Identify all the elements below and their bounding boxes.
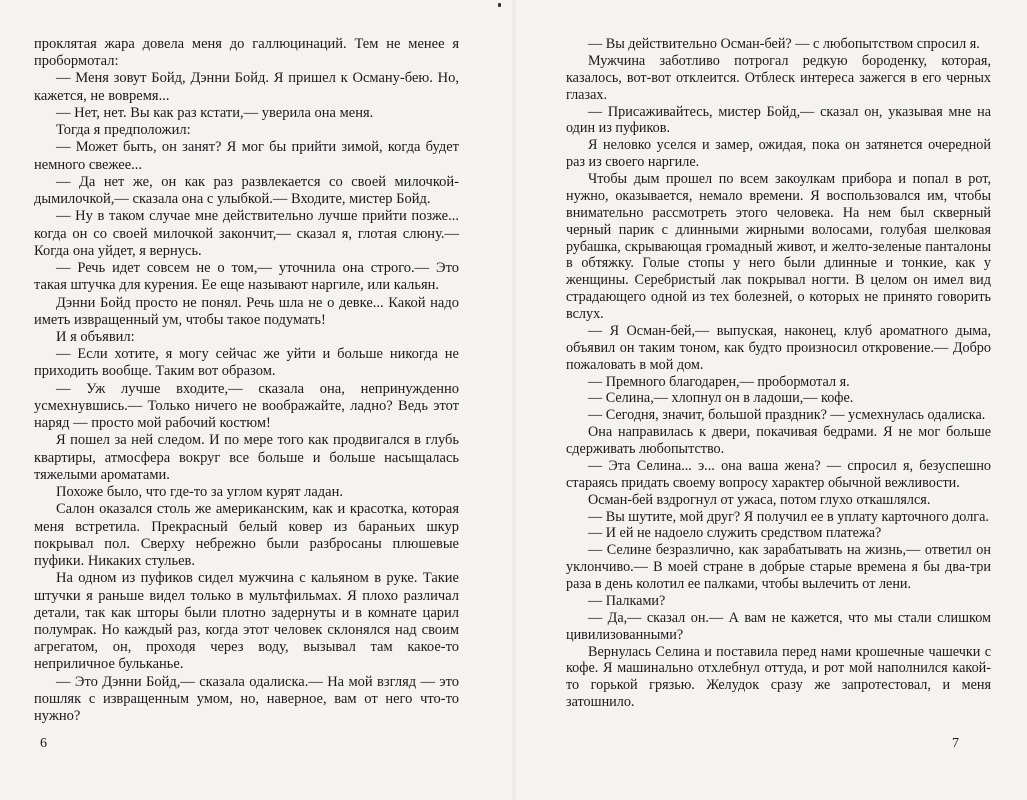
paragraph: — И ей не надоело служить средством платежа? — [588, 525, 882, 542]
paragraph: — Да,— сказал он.— А вам не кажется, что мы стали слишком цивилизованными? — [566, 609, 991, 643]
paragraph: — Нет, нет. Вы как раз кстати,— уверила она меня. — [56, 104, 374, 121]
paragraph: Тогда я предположил: — [56, 122, 191, 139]
paragraph: — Премного благодарен,— пробормотал я. — [588, 373, 850, 390]
paragraph: — Вы действительно Осман-бей? — с любопытством спросил я. — [588, 36, 980, 52]
paragraph: Чтобы дым прошел по всем закоулкам прибора и попал в рот, нужно, оказывается, немало времени. Я воспользовался им, чтобы внимательно рассмотреть этого человека. На нем был скверный черный парик с длинными жирными волосами, голубая шелковая рубашка, скрывающая громадный живот, и желто-зеленые панталоны в обтяжку. Голые стопы у него были длинные и тонкие, как у женщины. Серебристый лак покрывал ногти. В целом он имел вид страдающего одной из тех болезней, о которых не принято говорить вслух. — [566, 171, 991, 322]
paragraph: — Если хотите, я могу сейчас же уйти и больше никогда не приходить вообще. Таким вот образом. — [34, 346, 459, 380]
paragraph: — Ну в таком случае мне действительно лучше прийти позже... когда он со своей милочкой закончит,— сказал я, глотая слюну.— Когда она уйдет, я вернусь. — [34, 208, 459, 259]
paragraph: — Я Осман-бей,— выпуская, наконец, клуб ароматного дыма, объявил он таким тоном, как будто произносил откровение.— Добро пожаловать в мой дом. — [566, 322, 991, 373]
paragraph: проклятая жара довела меня до галлюцинаций. Тем не менее я пробормотал: — [34, 36, 459, 70]
paragraph: Она направилась к двери, покачивая бедрами. Я не мог больше сдерживать любопытство. — [566, 424, 991, 457]
paragraph: Мужчина заботливо потрогал редкую бороденку, которая, казалось, вот-вот отклеится. Отблеск интереса зажегся в его черных глазах. — [566, 52, 991, 103]
paragraph: — Присаживайтесь, мистер Бойд,— сказал он, указывая мне на один из пуфиков. — [566, 103, 991, 137]
paragraph: — Уж лучше входите,— сказала она, непринужденно усмехнувшись.— Только ничего не воображайте, ладно? Ведь этот наряд — просто мой рабочий костюм! — [34, 380, 459, 432]
paragraph: Салон оказался столь же американским, как и красотка, которая меня встретила. Прекрасный белый ковер из бараньих шкур покрывал пол. Сверху небрежно были разбросаны плюшевые пуфики. Никаких стульев. — [34, 501, 459, 570]
paragraph: — Селина,— хлопнул он в ладоши,— кофе. — [588, 390, 854, 407]
paragraph: Похоже было, что где-то за углом курят ладан. — [56, 484, 343, 501]
book-gutter — [511, 0, 517, 800]
left-page-text — [34, 36, 459, 725]
paragraph: — Меня зовут Бойд, Дэнни Бойд. Я пришел к Осману-бею. Но, кажется, не вовремя... — [34, 70, 459, 104]
paragraph: На одном из пуфиков сидел мужчина с кальяном в руке. Такие штучки я раньше видел только в мультфильмах. Я плохо различал детали, так как шторы были плотно задернуты и в комнате царил полумрак. Но каждый раз, когда этот человек склонялся над своим агрегатом, он, проходя через воду, вызывал там какое-то неприличное бульканье. — [34, 570, 459, 673]
paragraph: И я объявил: — [56, 328, 135, 345]
paragraph: — Речь идет совсем не о том,— уточнила она строго.— Это такая штучка для курения. Ее еще называют наргиле, или кальян. — [34, 260, 459, 294]
paragraph: — Эта Селина... э... она ваша жена? — спросил я, безуспешно стараясь придать своему вопросу характер обычной вежливости. — [566, 457, 991, 491]
print-speck — [498, 3, 501, 7]
paragraph: Дэнни Бойд просто не понял. Речь шла не о девке... Какой надо иметь извращенный ум, чтобы такое подумать! — [34, 294, 459, 328]
paragraph: — Да нет же, он как раз развлекается со своей милочкой-дымилочкой,— сказала она с улыбкой.— Входите, мистер Бойд. — [34, 173, 459, 208]
paragraph: — Палками? — [588, 592, 666, 609]
paragraph: Осман-бей вздрогнул от ужаса, потом глухо откашлялся. — [588, 491, 931, 508]
paragraph: — Селине безразлично, как зарабатывать на жизнь,— ответил он уклончиво.— В моей стране в добрые старые времена я бы два-три раза в день колотил ее палками, чтобы вылечить от лени. — [566, 542, 991, 592]
paragraph: — Может быть, он занят? Я мог бы прийти зимой, когда будет немного свежее... — [34, 139, 459, 173]
paragraph: Я неловко уселся и замер, ожидая, пока он затянется очередной раз из своего наргиле. — [566, 137, 991, 171]
right-page-text — [566, 36, 991, 711]
page-number-left: 6 — [40, 736, 47, 751]
paragraph: — Это Дэнни Бойд,— сказала одалиска.— На мой взгляд — это пошляк с извращенным умом, но, наверное, вам от него что-то нужно? — [34, 673, 459, 725]
page-number-right: 7 — [952, 736, 959, 751]
paragraph: — Сегодня, значит, большой праздник? — усмехнулась одалиска. — [588, 407, 986, 424]
paragraph: Вернулась Селина и поставила перед нами крошечные чашечки с кофе. Я машинально отхлебнул оттуда, и рот мой наполнился какой-то горькой грязью. Желудок сразу же запротестовал, и меня затошнило. — [566, 643, 991, 711]
paragraph: Я пошел за ней следом. И по мере того как продвигался в глубь квартиры, атмосфера вокруг все больше и больше насыщалась тяжелыми ароматами. — [34, 432, 459, 483]
paragraph: — Вы шутите, мой друг? Я получил ее в уплату карточного долга. — [588, 508, 989, 525]
